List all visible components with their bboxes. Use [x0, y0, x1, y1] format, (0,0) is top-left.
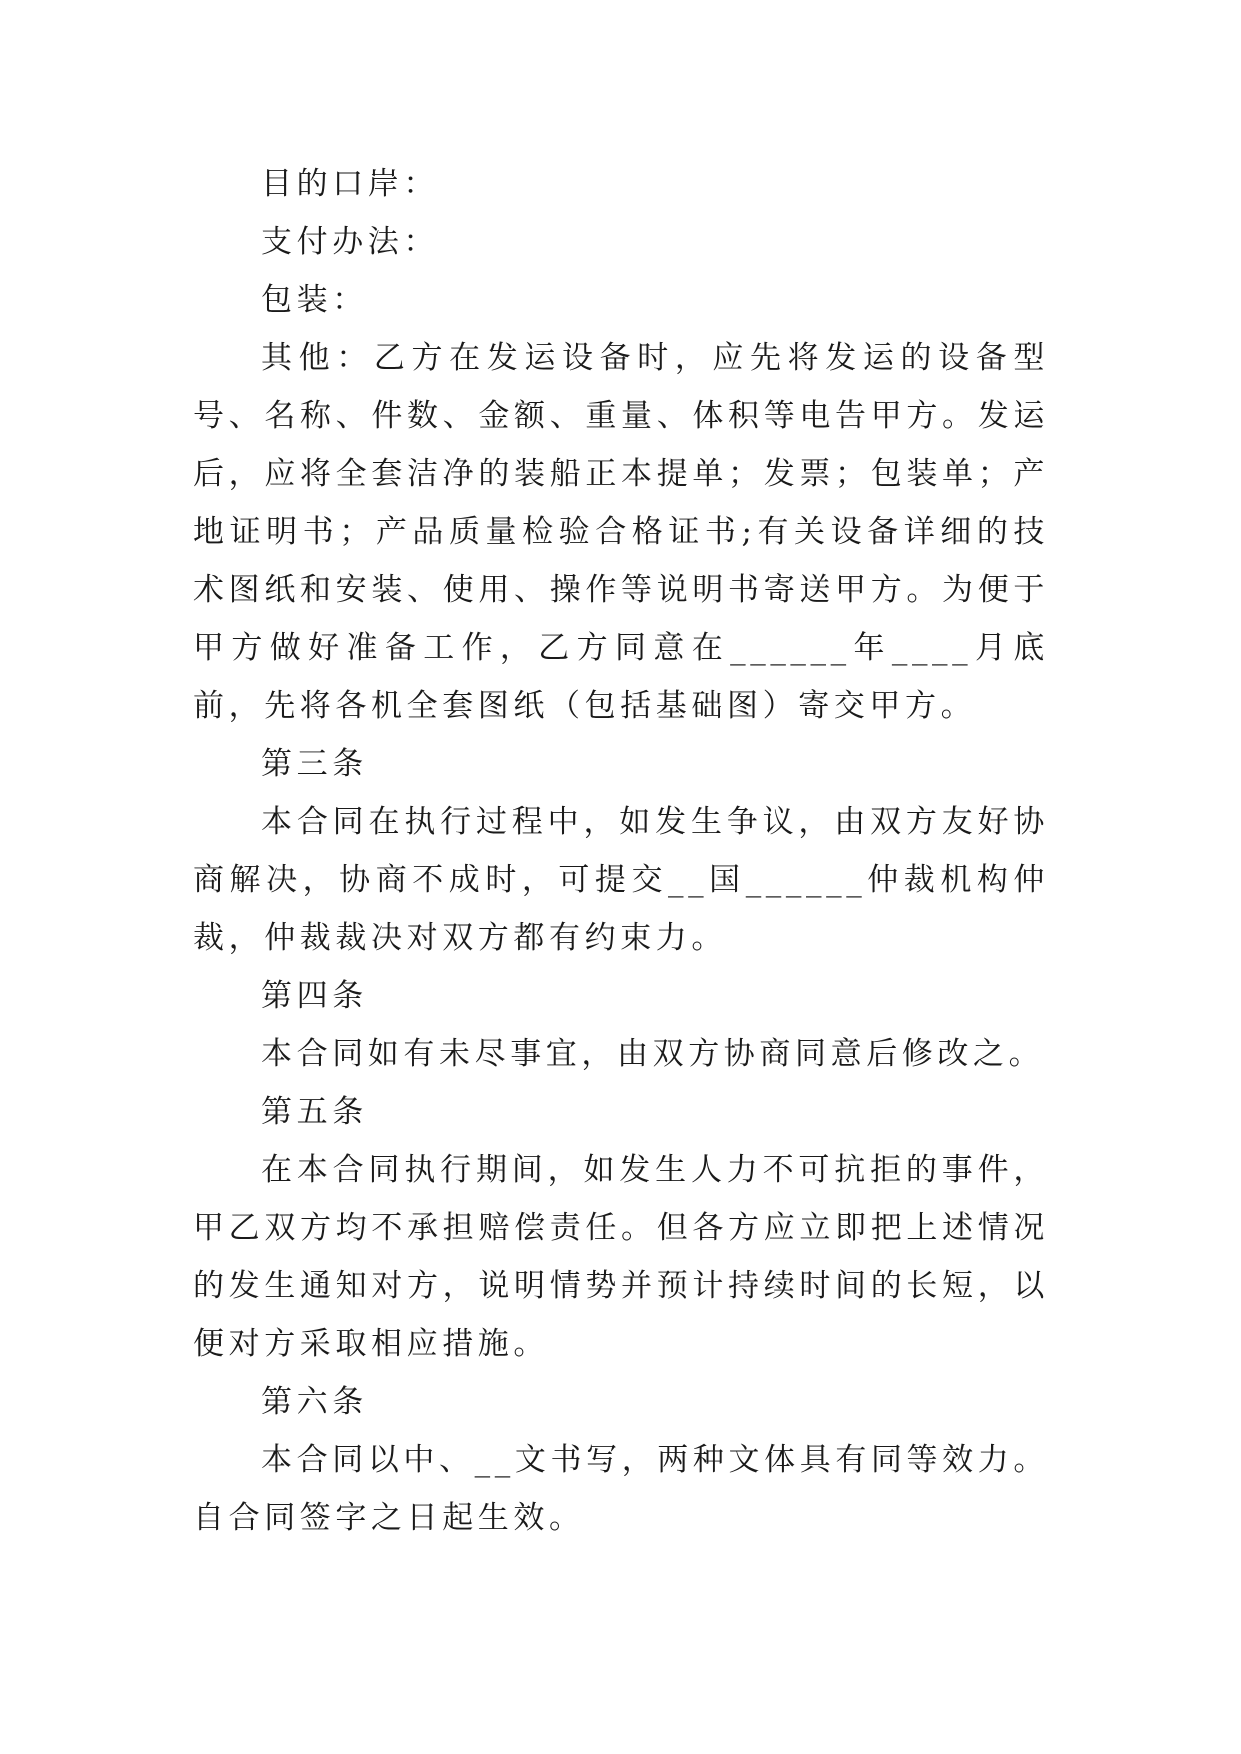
destination-port-line: 目的口岸： — [261, 166, 439, 202]
article-heading-3: 第三条 — [261, 746, 368, 782]
payment-method-line: 支付办法： — [261, 224, 439, 260]
article-heading-4: 第四条 — [261, 978, 368, 1014]
article-heading-5: 第五条 — [261, 1094, 368, 1130]
article-heading-6: 第六条 — [261, 1384, 368, 1420]
article-text-3: 本合同在执行过程中，如发生争议，由双方友好协商解决，协商不成时，可提交__国______仲裁机构仲裁，仲裁裁决对双方都有约束力。 — [193, 804, 1049, 956]
article-text-6: 本合同以中、__文书写，两种文体具有同等效力。自合同签字之日起生效。 — [193, 1442, 1049, 1536]
contract-body — [193, 155, 1049, 1547]
article-text-5: 在本合同执行期间，如发生人力不可抗拒的事件，甲乙双方均不承担赔偿责任。但各方应立即把上述情况的发生通知对方，说明情势并预计持续时间的长短，以便对方采取相应措施。 — [193, 1152, 1049, 1362]
article-text-4: 本合同如有未尽事宜，由双方协商同意后修改之。 — [261, 1036, 1045, 1072]
other-clause-paragraph: 其他：乙方在发运设备时，应先将发运的设备型号、名称、件数、金额、重量、体积等电告甲方。发运后，应将全套洁净的装船正本提单；发票；包装单；产地证明书；产品质量检验合格证书;有关设备详细的技术图纸和安装、使用、操作等说明书寄送甲方。为便于甲方做好准备工作，乙方同意在______年____月底前，先将各机全套图纸（包括基础图）寄交甲方。 — [193, 340, 1049, 724]
packing-line: 包装： — [261, 282, 368, 318]
